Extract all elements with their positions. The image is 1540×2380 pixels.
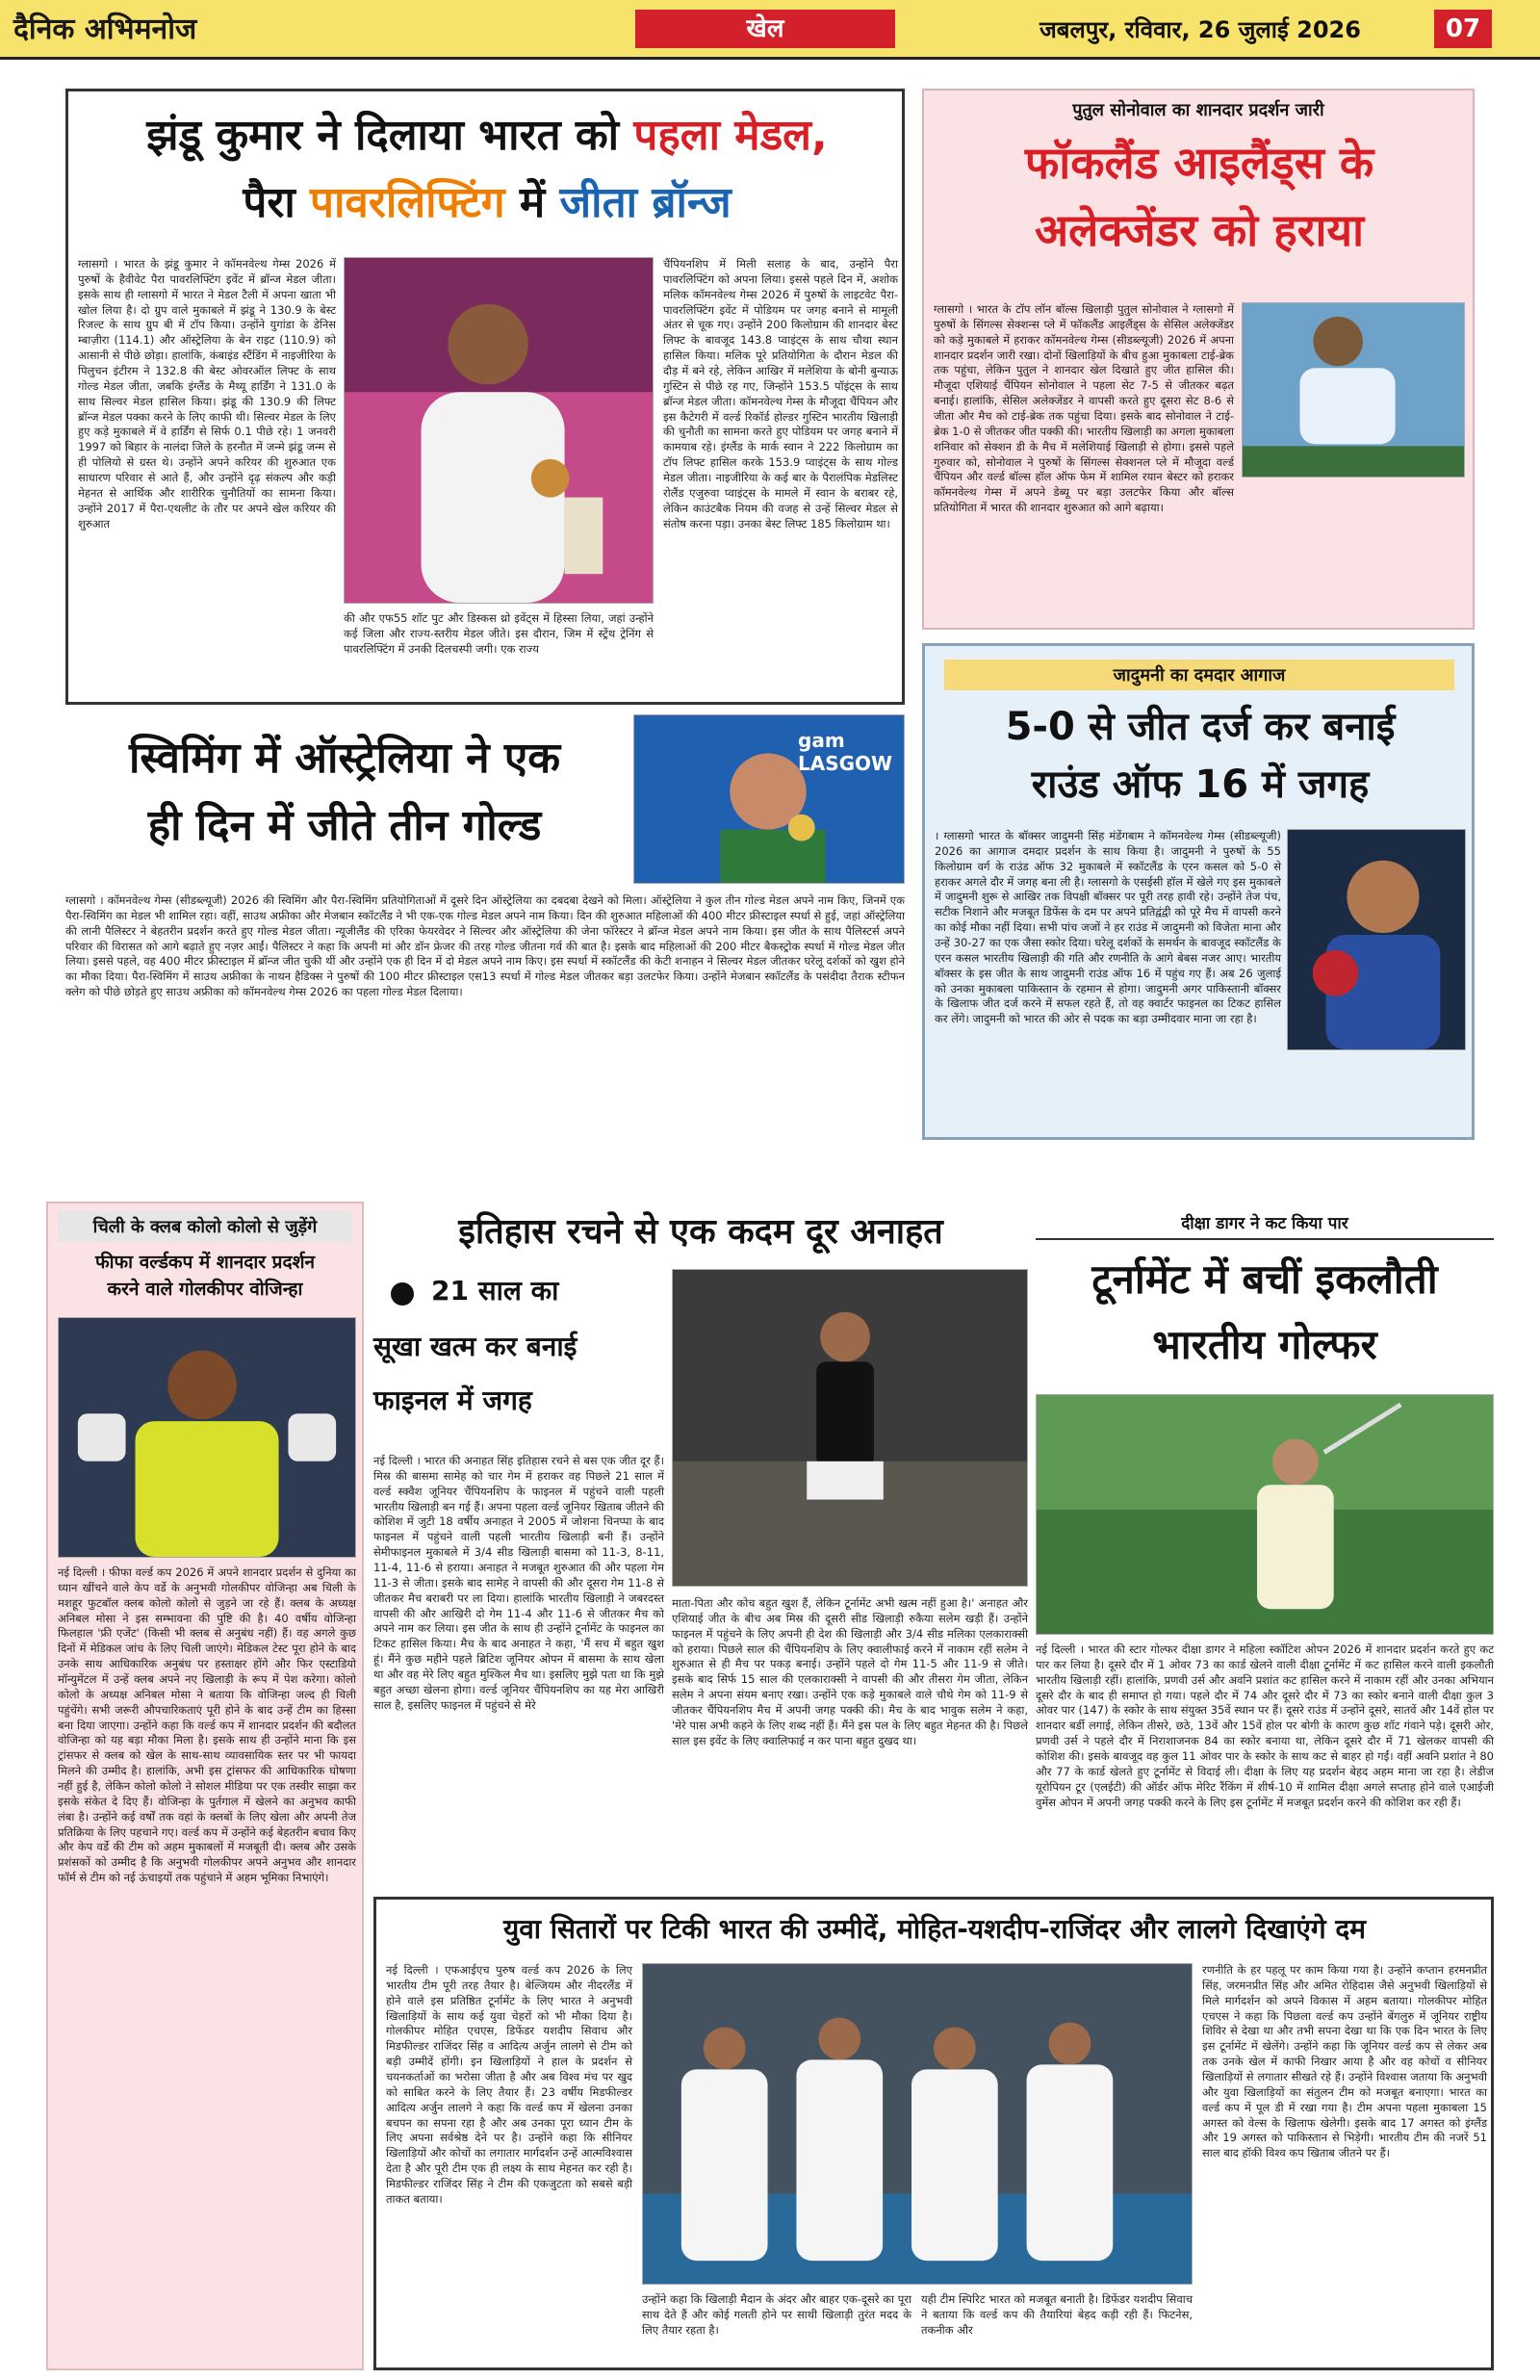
story-body-top: । ग्लासगो भारत के बॉक्सर जादुमनी सिंह मंडेंगबाम ने कॉमनवेल्थ गेम्स (सीडब्ल्यूजी) 2026 का आगाज दमदार प्रदर्शन के साथ किया है। जादुमनी ने पुरुषों के 55 किलोग्राम वर्ग के राउंड ऑफ 32 मुकाबले में स्कॉटलैंड के एरन कसल को 5-0 से हराकर अगले दौर में जगह बना ली है। ग्लासगो के एसईसी हॉल में खेले गए इस मुकाबले में जादुमनी शुरू से आखिर तक विपक्षी बॉक्सर पर पूरी तरह हावी रहे। उन्होंने तेज पंच, सटीक निशाने और मजबूत डिफेंस के दम पर अपने प्रतिद्वंद्वी को पूरे मैच में वापसी करने का कोई मौका नहीं दिया। सभी पांच जजों ने हर राउंड में जादुमनी को विजेता माना और उन्हें 30-27 का एक जैसा स्कोर दिया। घरेलू दर्शकों के समर्थन के बावजूद स्कॉटलैंड के एरन कसल भारतीय खिलाड़ी की गति और रणनीति के आगे बेबस नजर आए। भारतीय बॉक्सर के इस जीत के साथ जादुमनी राउंड ऑफ 16 में पहुंच गए हैं। अब 26 जुलाई को उनका मुकाबला पाकिस्तान के रहमान से होगा। जादुमनी अगर पाकिस्तानी बॉक्सर के खिलाफ जीत दर्ज करने में सफल रहते हैं, तो वह क्वार्टर फाइनल का टिकट हासिल कर लेंगे। जादुमनी को भारत की ओर से पदक का बड़ा उम्मीदवार माना जा रहा है।	[935, 829, 1281, 1026]
story-body-top: ग्लासगो । भारत के टॉप लॉन बॉल्स खिलाड़ी पुतुल सोनोवाल ने ग्लासगो में पुरुषों के सिंगल्स सेक्शन्स प्ले में फॉकलैंड आइलैंड्स के सेसिल अलेक्जेंडर को कड़े मुकाबले में हराकर कॉमनवेल्थ गेम्स (सीडब्ल्यूजी) 2026 में अपना शानदार प्रदर्शन जारी रखा। दोनों खिलाड़ियों के बीच हुआ मुकाबला टाई-ब्रेक तक पहुंचा, लेकिन पुतुल ने शानदार खेल दिखाते हुए जीत हासिल की। मौजूदा एशियाई चैंपियन सोनोवाल ने पहला सेट 7-5 से जीतकर बढ़त बनाई। हालांकि, सेसिल अलेक्जेंडर ने वापसी करते हुए दूसरा सेट 8-6 से जीता और मैच को टाई-ब्रेक तक पहुंचा दिया। इसके बाद सोनोवाल ने टाई-ब्रेक 1-0 से जीतकर जीत पक्की की। भारतीय खिलाड़ी का अगला मुकाबला शनिवार को सेक्शन डी के मैच में मलेशियाई खिलाड़ी से होगा। इससे पहले गुरुवार को, सोनोवाल ने पुरुषों के सिंगल्स सेक्शनल प्ले में मौजूदा वर्ल्ड चैंपियन और वर्ल्ड बॉल्स हॉल ऑफ फेम में शामिल रयान बेस्टर को हराकर कॉमनवेल्थ गेम्स में अपने डेब्यू पर बड़ा उलटफेर किया और बॉल्स प्रतियोगिता में भारत की शानदार शुरुआत को आगे बढ़ाया।	[934, 302, 1234, 515]
subheadline-line3: फाइनल में जगह	[373, 1384, 532, 1416]
story-body-col4: रणनीति के हर पहलू पर काम किया गया है। उन्होंने कप्तान हरमनप्रीत सिंह, जरमनप्रीत सिंह और अमित रोहिदास जैसे अनुभवी खिलाड़ियों से मिले मार्गदर्शन को अपने विकास में अहम बताया। गोलकीपर मोहित एचएस ने कहा कि पिछला वर्ल्ड कप उन्होंने बेंगलुरु में जूनियर राष्ट्रीय शिविर से देखा था और तभी सपना देखा था कि एक दिन भारत के लिए इस टूर्नामेंट में खेलेंगे। उन्होंने कहा कि जूनियर वर्ल्ड कप से लेकर अब तक उनके खेल में काफी निखार आया है और वह कोचों व सीनियर खिलाड़ियों से लगातार सीखते रहे हैं। उन्होंने विश्वास जताया कि अनुभवी और युवा खिलाड़ियों का संतुलन टीम को मजबूत बनाएगा। भारत का वर्ल्ड कप में पूल डी में रखा गया है। टीम अपना पहला मुकाबला 15 अगस्त को वेल्स के खिलाफ खेलेगी। इसके बाद 17 अगस्त को इंग्लैंड और 19 अगस्त को पाकिस्तान से भिड़ेगी। भारतीय टीम की नजरें 51 साल बाद हॉकी विश्व कप खिताब जीतने पर हैं।	[1202, 1963, 1487, 2160]
story-body: नई दिल्ली । भारत की स्टार गोल्फर दीक्षा डागर ने महिला स्कॉटिश ओपन 2026 में शानदार प्रदर्शन करते हुए कट पार कर लिया है। दूसरे दौर में 1 ओवर 73 का कार्ड खेलने वाली दीक्षा टूर्नामेंट में कट हासिल करने वाली इकलौती भारतीय खिलाड़ी रहीं। हालांकि, प्रणवी उर्स और अवनि प्रशांत कट हासिल करने में नाकाम रहीं और उनका अभियान दूसरे दौर के बाद ही समाप्त हो गया। पहले दौर में 74 और दूसरे दौर में 73 का स्कोर बनाने वाली दीक्षा कुल 3 ओवर पार (147) के स्कोर के साथ संयुक्त 35वें स्थान पर हैं। दूसरे राउंड में उन्होंने दूसरे, सातवें और 14वें होल पर शानदार बर्डी लगाई, लेकिन तीसरे, छठे, 13वें और 15वें होल पर बोगी के कारण कुछ शॉट गंवाने पड़े। दूसरी ओर, प्रणवी उर्स ने पहले दौर में निराशाजनक 84 का स्कोर बनाया था, लेकिन दूसरे दौर में 71 खेलकर वापसी की कोशिश की। इसके बावजूद वह कुल 11 ओवर पार के स्कोर के साथ कट से बाहर हो गईं। वहीं अवनि प्रशांत ने 80 और 77 के कार्ड खेलते हुए टूर्नामेंट से विदाई ली। दीक्षा के लिए यह प्रदर्शन बेहद अहम माना जा रहा है। लेडीज यूरोपियन टूर (एलईटी) की ऑर्डर ऑफ मेरिट रैंकिंग में शीर्ष-10 में शामिल दीक्षा अगले सप्ताह होने वाले एआईजी वुमेंस ओपन में अपनी जगह पक्की करने के लिए इस टूर्नामेंट में मजबूत प्रदर्शन करने की कोशिश कर रही हैं।	[1036, 1643, 1494, 1809]
story-body-col2: उन्होंने कहा कि खिलाड़ी मैदान के अंदर और बाहर एक-दूसरे का पूरा साथ देते हैं और कोई गलती होने पर साथी खिलाड़ी तुरंत मदद के लिए तैयार रहता है।	[642, 2292, 911, 2337]
page-number: 07	[1434, 10, 1492, 48]
story-goalkeeper	[46, 1202, 364, 2370]
story-boxing	[922, 643, 1475, 1140]
photo-squash-player	[672, 1269, 1028, 1587]
headline-highlight: जीता ब्रॉन्ज	[559, 178, 732, 227]
photo-caption-text: gam LASGOW	[798, 729, 893, 775]
kicker-divider	[1036, 1238, 1494, 1240]
headline-line1: फीफा वर्ल्डकप में शानदार प्रदर्शन	[94, 1252, 316, 1273]
newspaper-logo: दैनिक अभिमनोज	[13, 13, 197, 46]
story-kicker: दीक्षा डागर ने कट किया पार	[1181, 1214, 1348, 1233]
photo-boxer	[1287, 829, 1466, 1050]
headline-line2: अलेक्जेंडर को हराया	[1035, 204, 1364, 256]
photo-lawn-bowls-player	[1242, 302, 1465, 478]
headline-highlight: पहला मेडल,	[633, 111, 828, 160]
headline-line2	[78, 178, 896, 229]
headline-line2: राउंड ऑफ 16 में जगह	[1031, 763, 1370, 807]
story-body-col2: माता-पिता और कोच बहुत खुश हैं, लेकिन टूर्नामेंट अभी खत्म नहीं हुआ है।' अनाहत और एशियाई जीत के बीच अब मिस्र की दूसरी सीड खिलाड़ी रुकैया सलेम खड़ी हैं। उन्होंने फाइनल में पहुंचने के लिए अपनी ही देश की खिलाड़ी और 3/4 सीड मलिका एलकाराक्सी को हराया। पिछले साल की चैंपियनशिप के लिए क्वालीफाई करने में नाकाम रहीं सलेम ने शुरुआत से ही मैच पर पकड़ बनाई। उन्होंने पहले दो गेम 11-5 और 11-9 से जीते। इसके बाद सिर्फ 15 साल की एलकाराक्सी ने वापसी की और तीसरा गेम जीता, लेकिन सलेम ने अपना संयम बनाए रखा। उन्होंने एक कड़े मुकाबले वाले चौथे गेम को 11-9 से जीतकर चैंपियनशिप मैच में अपनी जगह पक्की की। मैच के बाद भावुक सलेम ने कहा, 'मेरे पास अभी कहने के लिए शब्द नहीं हैं। मैंने इस पल के लिए बहुत मेहनत की है। पिछले साल इस इवेंट के लिए क्वालिफाई न कर पाना बहुत दुखद था।	[672, 1596, 1028, 1747]
story-kicker: चिली के क्लब कोलो कोलो से जुड़ेंगे	[58, 1211, 352, 1242]
headline-line1: 5-0 से जीत दर्ज कर बनाई	[1005, 705, 1396, 749]
story-hockey	[373, 1897, 1494, 2370]
photo-golfer	[1036, 1394, 1494, 1635]
section-label: खेल	[635, 10, 895, 48]
headline: इतिहास रचने से एक कदम दूर अनाहत	[458, 1212, 943, 1252]
subheadline-line2: सूखा खत्म कर बनाई	[373, 1331, 578, 1362]
dateline: जबलपुर, रविवार, 26 जुलाई 2026	[1040, 16, 1361, 43]
story-body-col1: नई दिल्ली । भारत की अनाहत सिंह इतिहास रचने से बस एक जीत दूर हैं। मिस्र की बासमा सामेह को चार गेम में हराकर वह पिछले 21 साल में वर्ल्ड स्क्वैश जूनियर चैंपियनशिप के फाइनल में पहुंचने वाली पहली भारतीय खिलाड़ी बन गई हैं। अपना पहला वर्ल्ड जूनियर खिताब जीतने की कोशिश में जुटी 18 वर्षीय अनाहत ने 2005 में जोशना चिनप्पा के बाद फाइनल में पहुंचने वाली पहली भारतीय खिलाड़ी बनी हैं। उन्होंने सेमीफाइनल मुकाबले में 3/4 सीड खिलाड़ी बासमा को 11-3, 8-11, 11-4, 11-6 से हराया। अनाहत ने मजबूत शुरुआत की और पहला गेम 11-3 से जीता। इसके बाद सामेह ने वापसी की और दूसरा गेम 11-8 से जीतकर मैच बराबरी पर ला दिया। हालांकि भारतीय खिलाड़ी ने जबरदस्त वापसी की और आखिरी दो गेम 11-4 और 11-6 से जीतकर मैच को अपने नाम कर लिया। इस जीत के साथ ही उन्होंने टूर्नामेंट के फाइनल का टिकट हासिल किया। मैच के बाद अनाहत ने कहा, 'मैं सच में बहुत खुश हूं। मैंने कुछ महीने पहले ब्रिटिश जूनियर ओपन में बासमा के साथ खेला था और वह मेरे लिए बहुत मुश्किल मैच था। इसलिए मुझे पता था कि मुझे बहुत अच्छा खेलना होगा। वर्ल्ड जूनियर चैंपियनशिप का यह मेरा आखिरी साल है, इसलिए फाइनल में पहुंचने से मेरे	[373, 1454, 664, 1712]
story-body-col1: नई दिल्ली । एफआईएच पुरुष वर्ल्ड कप 2026 के लिए भारतीय टीम पूरी तरह तैयार है। बेल्जियम और नीदरलैंड में होने वाले इस प्रतिष्ठित टूर्नामेंट के लिए भारत ने अनुभवी खिलाड़ियों के साथ कई युवा चेहरों को भी मौका दिया है। गोलकीपर मोहित एचएस, डिफेंडर यशदीप सिवाच और मिडफील्डर राजिंदर सिंह व आदित्य अर्जुन लालगे से टीम को बड़ी उम्मीदें होंगी। इन खिलाड़ियों ने हाल के प्रदर्शन से चयनकर्ताओं का भरोसा जीता है और अब विश्व मंच पर खुद को साबित करने के लिए तैयार हैं। 23 वर्षीय मिडफील्डर आदित्य अर्जुन लालगे ने कहा कि वर्ल्ड कप में खेलना उनका बचपन का सपना रहा है और अब उनका पूरा ध्यान टीम के लिए अपना सर्वश्रेष्ठ देने पर है। उन्होंने कहा कि सीनियर खिलाड़ियों और कोचों का लगातार मार्गदर्शन उन्हें आत्मविश्वास देता है और पूरी टीम एक ही लक्ष्य के साथ मेहनत कर रही है। मिडफील्डर राजिंदर सिंह ने टीम की एकजुटता को सबसे बड़ी ताकत बताया।	[386, 1963, 632, 2206]
headline-line2: ही दिन में जीते तीन गोल्ड	[147, 801, 542, 850]
story-kicker: जादुमनी का दमदार आगाज	[944, 660, 1454, 690]
photo-lifter-medal	[344, 257, 654, 604]
headline-line1: स्विमिंग में ऑस्ट्रेलिया ने एक	[128, 734, 561, 783]
headline-line1: टूर्नामेंट में बचीं इकलौती	[1091, 1255, 1438, 1303]
headline-line1: फॉकलैंड आइलैंड्स के	[1024, 137, 1374, 189]
story-body: नई दिल्ली । फीफा वर्ल्ड कप 2026 में अपने शानदार प्रदर्शन से दुनिया का ध्यान खींचने वाले केप वर्डे के अनुभवी गोलकीपर वोजिन्हा अब चिली के मशहूर फुटबॉल क्लब कोलो कोलो से जुड़ने जा रहे हैं। क्लब के अध्यक्ष अनिबल मोसा ने इस सम्भावना की पुष्टि की है। 40 वर्षीय वोजिन्हा फिलहाल 'फ्री एजेंट' (किसी भी क्लब से अनुबंध नहीं) हैं। वह अगले कुछ दिनों में मेडिकल जांच के लिए चिली जाएंगे। मेडिकल टेस्ट पूरा होने के बाद उनके साथ आधिकारिक अनुबंध पर हस्ताक्षर होंगे और फिर एस्टाडियो मॉन्युमेंटल में उन्हें क्लब अपने नए खिलाड़ी के रूप में पेश करेगा। कोलो कोलो के अध्यक्ष अनिबल मोसा ने बताया कि वोजिन्हा जल्द ही चिली पहुंचेंगे। सभी जरूरी औपचारिकताएं पूरी होने के बाद उन्हें टीम का हिस्सा बना दिया जाएगा। उन्होंने कहा कि वर्ल्ड कप में शानदार प्रदर्शन की बदौलत वोजिन्हा को यह बड़ा मौका मिला है। इसके साथ ही उन्होंने माना कि इस ट्रांसफर से क्लब को खेल के साथ-साथ व्यावसायिक स्तर पर भी फायदा मिलने की उम्मीद है। हालांकि, अभी इस ट्रांसफर की आधिकारिक घोषणा नहीं हुई है, लेकिन कोलो कोलो ने सोशल मीडिया पर एक तस्वीर साझा कर इसके संकेत दे दिए हैं। वोजिन्हा के पुर्तगाल में खेलने का अनुभव काफी लंबा है। उन्होंने कई वर्षों तक वहां के क्लबों के लिए खेला और अपनी तेज प्रतिक्रिया के लिए पहचाने गए। वर्ल्ड कप में उन्होंने कई बेहतरीन बचाव किए और केप वर्डे की टीम को अहम मुकाबलों में मजबूती दी। क्लब और उसके प्रशंसकों को उम्मीद है कि अनुभवी गोलकीपर अपने अनुभव और शानदार फॉर्म से टीम को नई ऊंचाइयों तक पहुंचाने में अहम भूमिका निभाएंगे।	[58, 1565, 356, 1885]
story-lawn-bowls	[922, 89, 1475, 630]
subheadline-line1: 21 साल का	[431, 1275, 559, 1306]
headline-highlight: पावरलिफ्टिंग	[310, 178, 505, 227]
headline-line2: भारतीय गोल्फर	[1152, 1321, 1377, 1368]
story-body-col2: की और एफ55 शॉट पुट और डिस्कस थ्रो इवेंट्स में हिस्सा लिया, जहां उन्होंने कई जिला और राज्य-स्तरीय मेडल जीते। इस दौरान, जिम में स्ट्रेंथ ट्रेनिंग से पावरलिफ्टिंग में उनकी दिलचस्पी जगी। एक राज्य	[344, 611, 654, 656]
headline-part: में	[504, 178, 560, 227]
story-swimming	[65, 714, 905, 1138]
story-golf	[1036, 1211, 1494, 1885]
headline-line2: करने वाले गोलकीपर वोजिन्हा	[107, 1279, 303, 1300]
headline-line1	[78, 111, 896, 162]
photo-swimmer-gold	[633, 714, 905, 884]
story-weightlifting	[65, 89, 905, 705]
story-body-col3: यही टीम स्पिरिट भारत को मजबूत बनाती है। डिफेंडर यशदीप सिवाच ने बताया कि वर्ल्ड कप की तैयारियां बेहद कड़ी रही हैं। फिटनेस, तकनीक और	[921, 2292, 1193, 2337]
headline-part: पैरा	[243, 178, 311, 227]
story-body-col3: चैंपियनशिप में मिली सलाह के बाद, उन्होंने पैरा पावरलिफ्टिंग को अपना लिया। इससे पहले दिन में, अशोक मलिक कॉमनवेल्थ गेम्स 2026 में पुरुषों के लाइटवेट पैरा-पावरलिफ्टिंग इवेंट में पोडियम पर जगह बनाने से मामूली अंतर से चूक गए। उन्होंने 200 किलोग्राम की शानदार बेस्ट लिफ्ट के बावजूद 143.8 प्वाइंट्स के साथ चौथा स्थान हासिल किया। मलिक पूरे प्रतियोगिता के दौरान मेडल की दौड़ में बने रहे, लेकिन आखिर में मलेशिया के बोनी बुन्याऊ गुस्टिन से पीछे रह गए, जिन्होंने 153.5 पॉइंट्स के साथ ब्रॉन्ज मेडल जीता। कॉमनवेल्थ गेम्स के मौजूदा चैंपियन और इस कैटेगरी में वर्ल्ड रिकॉर्ड होल्डर गुस्टिन भारतीय खिलाड़ी की चुनौती का सामना करते हुए पोडियम पर जगह बनाने में कामयाब रहे। इंग्लैंड के मार्क स्वान ने 222 किलोग्राम का टॉप लिफ्ट हासिल करके 153.9 प्वाइंट्स के साथ गोल्ड मेडल जीता। नाइजीरिया के कई बार के पैरालंपिक मेडलिस्ट रोलैंड एजुरुवा प्वाइंट्स के मामले में स्वान के बराबर रहे, लेकिन काउंटबैक नियम की वजह से उन्हें सिल्वर मेडल से संतोष करना पड़ा। उनका बेस्ट लिफ्ट 185 किलोग्राम था।	[663, 257, 898, 530]
story-squash	[373, 1211, 1028, 1885]
story-body: ग्लासगो । कॉमनवेल्थ गेम्स (सीडब्ल्यूजी) 2026 की स्विमिंग और पैरा-स्विमिंग प्रतियोगिताओं में दूसरे दिन ऑस्ट्रेलिया का दबदबा देखने को मिला। ऑस्ट्रेलिया ने कुल तीन गोल्ड मेडल अपने नाम किए, जिनमें एक पैरा-स्विमिंग का मेडल भी शामिल रहा। वहीं, साउथ अफ्रीका और मेजबान स्कॉटलैंड ने भी एक-एक गोल्ड मेडल अपने नाम किया। दिन की शुरुआत महिलाओं की 400 मीटर फ्रीस्टाइल स्पर्धा से हुई, जहां ऑस्ट्रेलिया की लानी पैलिस्टर ने बेहतरीन प्रदर्शन करते हुए गोल्ड मेडल जीता। न्यूजीलैंड की एरिका फेयरवेदर ने सिल्वर और ऑस्ट्रेलिया की जेना फॉरेस्टर ने ब्रॉन्ज मेडल अपने नाम किया। इस जीत के साथ पैलिस्टर्स अपने परिवार की विरासत को आगे बढ़ाते हुए नज़र आईं। पैलिस्टर ने कहा कि अपनी मां और डॉन फ्रेजर की तरह गोल्ड जीतना गर्व की बात है। इसके बाद महिलाओं की 200 मीटर बैकस्ट्रोक स्पर्धा में गोल्ड मेडल जीत लिया। इससे पहले, वह 400 मीटर फ्रीस्टाइल में ब्रॉन्ज जीत चुकी थीं और उन्होंने एक ही दिन में दो मेडल अपने नाम किए। इस स्पर्धा में स्कॉटलैंड की केटी शनाहन ने सिल्वर मेडल जीतकर घरेलू दर्शकों को खुश होने का मौका दिया। पैरा-स्विमिंग में साउथ अफ्रीका के नाथन हैडिक्स ने पुरुषों की 100 मीटर फ्रीस्टाइल एस13 स्पर्धा में गोल्ड मेडल जीतकर बड़ा उलटफेर किया। उन्होंने मेजबान स्कॉटलैंड के पसंदीदा तैराक स्टीफन क्लेग को पीछे छोड़ते हुए साउथ अफ्रीका को कॉमनवेल्थ गेम्स 2026 का पहला गोल्ड मेडल दिलाया।	[65, 893, 905, 999]
story-kicker: पुतुल सोनोवाल का शानदार प्रदर्शन जारी	[1072, 100, 1324, 120]
story-body-col1: ग्लासगो । भारत के झंडू कुमार ने कॉमनवेल्थ गेम्स 2026 में पुरुषों के हैवीवेट पैरा पावरलिफ्टिंग इवेंट में ब्रॉन्ज मेडल जीता। इसके साथ ही ग्लासगो में भारत ने मेडल टैली में अपना खाता भी खोल लिया है। दो ग्रुप वाले मुकाबले में झंडू ने 130.9 के बेस्ट रिजल्ट के साथ ग्रुप बी में टॉप किया। उन्होंने युगांडा के डेनिस म्बाज़ीरा (114.1) और ऑस्ट्रेलिया के बेन राइट (110.9) को आसानी से पीछे छोड़ा। हालांकि, कंबाइंड स्टैंडिंग में नाइजीरिया के पिलुचन इंटीरम ने 132.8 की बेस्ट ओवरऑल लिफ्ट के साथ गोल्ड मेडल जीता, जबकि इंग्लैंड के मैथ्यू हार्डिंग ने 131.0 के साथ सिल्वर मेडल हासिल किया। झंडू की 130.9 की लिफ्ट ब्रॉन्ज मेडल पक्का करने के लिए काफी थी। सिल्वर मेडल के लिए हुए कड़े मुकाबले में वे हार्डिंग से सिर्फ 0.1 पीछे रहे। 1 जनवरी 1997 को बिहार के नालंदा जिले के हरनौत में जन्मे झंडू जन्म से ही पोलियो से ग्रस्त थे। उन्होंने अपने करियर की शुरुआत एक साधारण परिवार से आते हैं, और उन्होंने दृढ़ संकल्प और कड़ी मेहनत से आर्थिक और शारीरिक चुनौतियों का सामना किया। उन्होंने 2017 में पैरा-एथलीट के तौर पर अपने खेल करियर की शुरुआत	[78, 257, 336, 530]
headline-part: झंडू कुमार ने दिलाया भारत को	[146, 111, 634, 160]
headline: युवा सितारों पर टिकी भारत की उम्मीदें, मोहित-यशदीप-राजिंदर और लालगे दिखाएंगे दम	[502, 1913, 1367, 1945]
photo-hockey-team	[642, 1963, 1193, 2285]
bullet-icon	[391, 1282, 414, 1306]
photo-goalkeeper	[58, 1317, 356, 1558]
